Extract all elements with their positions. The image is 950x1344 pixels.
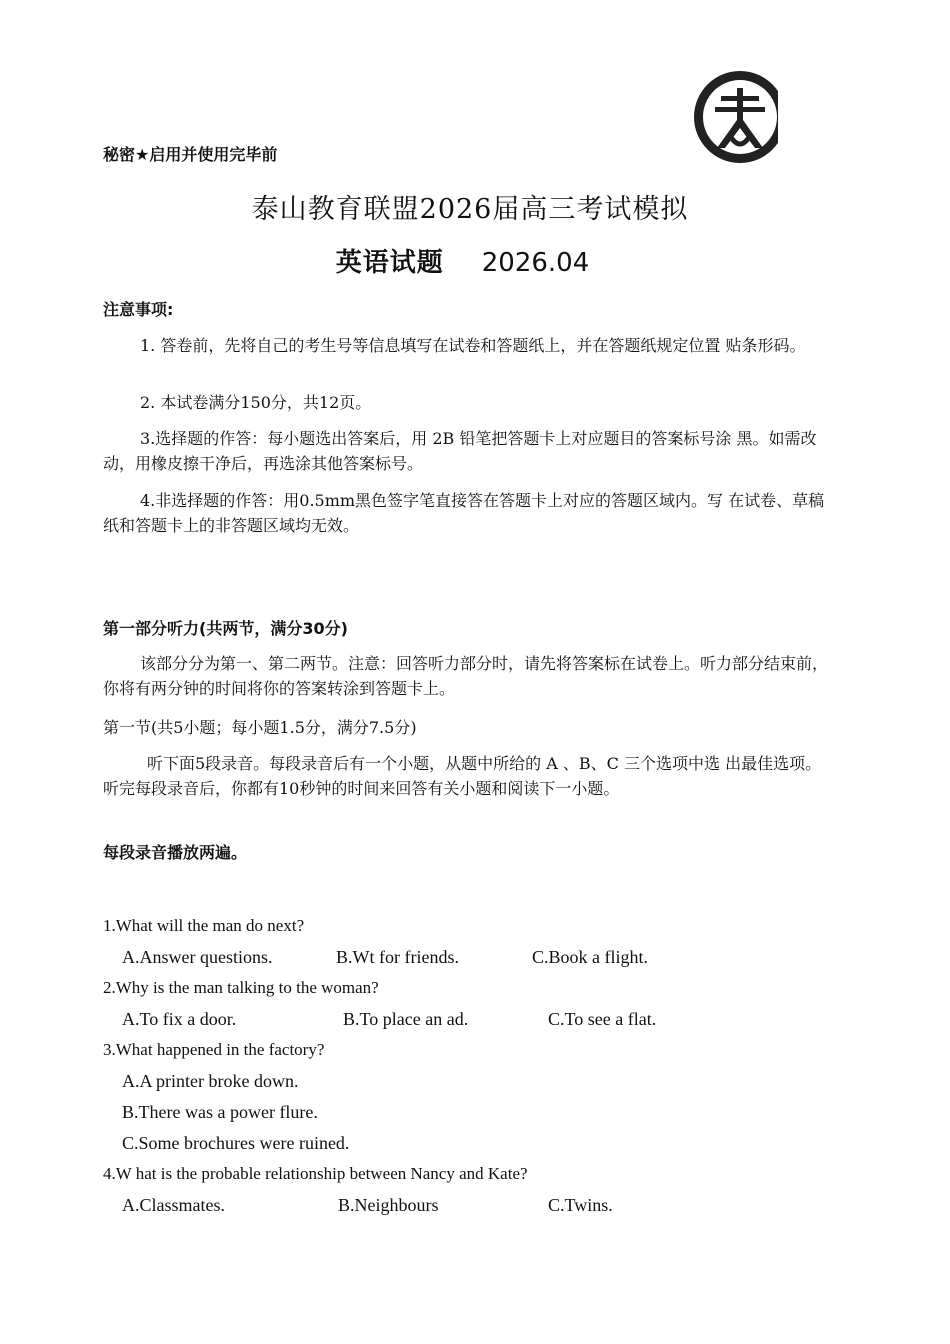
exam-date: 2026.04 (481, 248, 590, 278)
school-logo-icon (693, 70, 787, 164)
question-4: 4.W hat is the probable relationship between Nancy and Kate? (103, 1164, 528, 1183)
q4-option-a: A.Classmates. (122, 1195, 225, 1215)
question-1: 1.What will the man do next? (103, 916, 305, 935)
section1-instructions: 听下面5段录音。每段录音后有一个小题，从题中所给的 A 、B、C 三个选项中选 出最佳选项。听完每段录音后，你都有10秒钟的时间来回答有关小题和阅读下一小题。 (103, 754, 822, 798)
exam-title: 泰山教育联盟2026届高三考试模拟 (251, 194, 689, 225)
q2-option-a: A.To fix a door. (122, 1009, 237, 1029)
notice-item-4: 4.非选择题的作答：用0.5mm黑色签字笔直接答在答题卡上对应的答题区域内。写 在试卷、草稿纸和答题卡上的非答题区域均无效。 (103, 491, 825, 535)
notice-item-1: 1. 答卷前，先将自己的考生号等信息填写在试卷和答题纸上，并在答题纸规定位置 贴条形码。 (140, 336, 806, 355)
q2-option-b: B.To place an ad. (343, 1009, 469, 1029)
q4-option-b: B.Neighbours (338, 1195, 439, 1215)
part1-intro: 该部分分为第一、第二两节。注意：回答听力部分时，请先将答案标在试卷上。听力部分结束前，你将有两分钟的时间将你的答案转涂到答题卡上。 (103, 654, 829, 698)
repeat-note: 每段录音播放两遍。 (103, 843, 248, 862)
notice-item-3: 3.选择题的作答：每小题选出答案后，用 2B 铅笔把答题卡上对应题目的答案标号涂 黑。如需改动，用橡皮擦干净后，再选涂其他答案标号。 (103, 429, 817, 473)
notice-item-2: 2. 本试卷满分150分，共12页。 (140, 393, 372, 412)
q2-option-c: C.To see a flat. (548, 1009, 657, 1029)
confidential-label: 秘密★启用并使用完毕前 (103, 145, 278, 164)
question-3: 3.What happened in the factory? (103, 1040, 325, 1059)
q3-option-b: B.There was a power flure. (122, 1102, 318, 1122)
q3-option-a: A.A printer broke down. (122, 1071, 299, 1091)
q1-option-a: A.Answer questions. (122, 947, 273, 967)
subject-label: 英语试题 (335, 248, 444, 278)
q1-option-c: C.Book a flight. (532, 947, 648, 967)
q1-option-b: B.Wt for friends. (336, 947, 459, 967)
section1-title: 第一节(共5小题；每小题1.5分，满分7.5分) (103, 718, 417, 737)
q3-option-c: C.Some brochures were ruined. (122, 1133, 350, 1153)
q4-option-c: C.Twins. (548, 1195, 613, 1215)
part1-heading: 第一部分听力(共两节，满分30分) (103, 619, 348, 638)
exam-subtitle (0, 242, 925, 279)
question-2: 2.Why is the man talking to the woman? (103, 978, 379, 997)
notice-heading: 注意事项: (103, 300, 174, 319)
